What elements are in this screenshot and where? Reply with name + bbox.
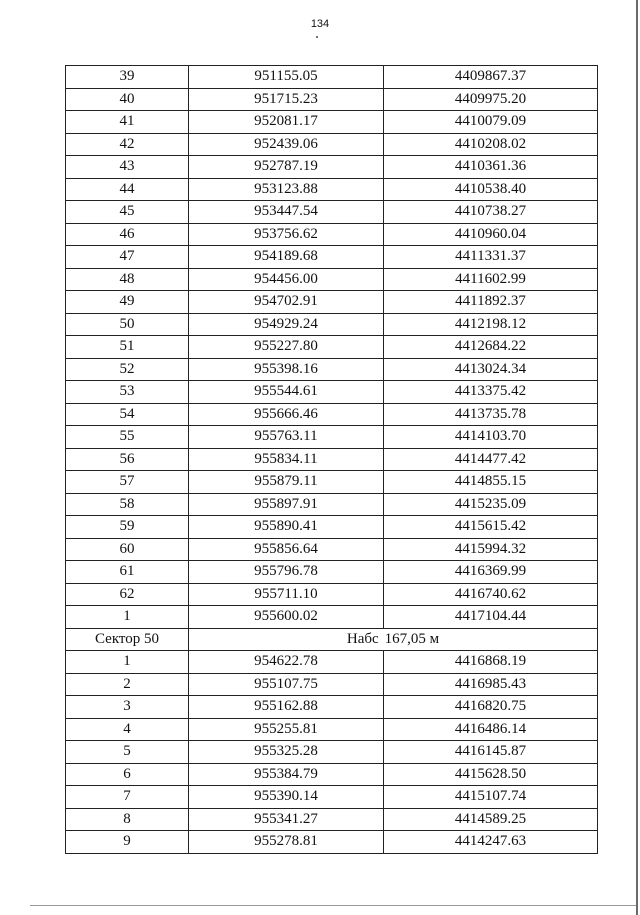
x-coordinate-cell: 955666.46 — [189, 403, 384, 426]
x-coordinate-cell: 955711.10 — [189, 583, 384, 606]
point-number-cell: 42 — [66, 133, 189, 156]
table-row — [66, 583, 598, 606]
table-row — [66, 178, 598, 201]
y-coordinate-cell: 4415628.50 — [384, 763, 598, 786]
table-row — [66, 808, 598, 831]
x-coordinate-cell: 955890.41 — [189, 516, 384, 539]
x-coordinate-cell: 955600.02 — [189, 606, 384, 629]
x-coordinate-cell: 954929.24 — [189, 313, 384, 336]
point-number-cell: 55 — [66, 426, 189, 449]
x-coordinate-cell: 955398.16 — [189, 358, 384, 381]
point-number-cell: 44 — [66, 178, 189, 201]
x-coordinate-cell: 955227.80 — [189, 336, 384, 359]
y-coordinate-cell: 4414589.25 — [384, 808, 598, 831]
table-row — [66, 381, 598, 404]
y-coordinate-cell: 4415235.09 — [384, 493, 598, 516]
point-number-cell: 52 — [66, 358, 189, 381]
y-coordinate-cell: 4410738.27 — [384, 201, 598, 224]
point-number-cell: 3 — [66, 696, 189, 719]
page-number: 134 — [310, 18, 330, 30]
y-coordinate-cell: 4410960.04 — [384, 223, 598, 246]
point-number-cell: 9 — [66, 831, 189, 854]
table-row — [66, 336, 598, 359]
x-coordinate-cell: 954189.68 — [189, 246, 384, 269]
sector-label: Сектор 50 — [66, 628, 189, 651]
x-coordinate-cell: 953756.62 — [189, 223, 384, 246]
table-row — [66, 696, 598, 719]
point-number-cell: 61 — [66, 561, 189, 584]
x-coordinate-cell: 954702.91 — [189, 291, 384, 314]
point-number-cell: 50 — [66, 313, 189, 336]
y-coordinate-cell: 4417104.44 — [384, 606, 598, 629]
table-row — [66, 786, 598, 809]
table-row — [66, 741, 598, 764]
point-number-cell: 1 — [66, 651, 189, 674]
x-coordinate-cell: 951715.23 — [189, 88, 384, 111]
x-coordinate-cell: 955763.11 — [189, 426, 384, 449]
y-coordinate-cell: 4416145.87 — [384, 741, 598, 764]
table-row — [66, 291, 598, 314]
point-number-cell: 41 — [66, 111, 189, 134]
y-coordinate-cell: 4412198.12 — [384, 313, 598, 336]
coordinates-table-body-part1 — [66, 66, 598, 629]
y-coordinate-cell: 4413024.34 — [384, 358, 598, 381]
y-coordinate-cell: 4412684.22 — [384, 336, 598, 359]
point-number-cell: 7 — [66, 786, 189, 809]
table-row — [66, 111, 598, 134]
x-coordinate-cell: 955879.11 — [189, 471, 384, 494]
x-coordinate-cell: 955325.28 — [189, 741, 384, 764]
y-coordinate-cell: 4416868.19 — [384, 651, 598, 674]
y-coordinate-cell: 4411331.37 — [384, 246, 598, 269]
scan-bottom-edge — [30, 905, 636, 906]
x-coordinate-cell: 955255.81 — [189, 718, 384, 741]
table-row — [66, 403, 598, 426]
y-coordinate-cell: 4416985.43 — [384, 673, 598, 696]
x-coordinate-cell: 953123.88 — [189, 178, 384, 201]
x-coordinate-cell: 955544.61 — [189, 381, 384, 404]
x-coordinate-cell: 955162.88 — [189, 696, 384, 719]
table-row — [66, 471, 598, 494]
coordinates-table-body-part2 — [66, 651, 598, 854]
y-coordinate-cell: 4409867.37 — [384, 66, 598, 89]
table-row — [66, 448, 598, 471]
sector-header-row — [66, 628, 598, 651]
point-number-cell: 57 — [66, 471, 189, 494]
table-row — [66, 223, 598, 246]
y-coordinate-cell: 4415994.32 — [384, 538, 598, 561]
point-number-cell: 62 — [66, 583, 189, 606]
x-coordinate-cell: 951155.05 — [189, 66, 384, 89]
table-row — [66, 493, 598, 516]
sector-height-cell — [189, 628, 598, 651]
y-coordinate-cell: 4410208.02 — [384, 133, 598, 156]
table-row — [66, 831, 598, 854]
point-number-cell: 58 — [66, 493, 189, 516]
x-coordinate-cell: 955856.64 — [189, 538, 384, 561]
x-coordinate-cell: 955341.27 — [189, 808, 384, 831]
point-number-cell: 49 — [66, 291, 189, 314]
y-coordinate-cell: 4415107.74 — [384, 786, 598, 809]
y-coordinate-cell: 4414103.70 — [384, 426, 598, 449]
point-number-cell: 39 — [66, 66, 189, 89]
sector-header-body — [66, 628, 598, 651]
y-coordinate-cell: 4416740.62 — [384, 583, 598, 606]
y-coordinate-cell: 4410361.36 — [384, 156, 598, 179]
table-row — [66, 561, 598, 584]
x-coordinate-cell: 954456.00 — [189, 268, 384, 291]
y-coordinate-cell: 4416369.99 — [384, 561, 598, 584]
table-row — [66, 673, 598, 696]
x-coordinate-cell: 955107.75 — [189, 673, 384, 696]
point-number-cell: 54 — [66, 403, 189, 426]
point-number-cell: 59 — [66, 516, 189, 539]
y-coordinate-cell: 4411892.37 — [384, 291, 598, 314]
x-coordinate-cell: 952081.17 — [189, 111, 384, 134]
point-number-cell: 5 — [66, 741, 189, 764]
y-coordinate-cell: 4410538.40 — [384, 178, 598, 201]
point-number-cell: 47 — [66, 246, 189, 269]
point-number-cell: 56 — [66, 448, 189, 471]
table-row — [66, 156, 598, 179]
point-number-cell: 6 — [66, 763, 189, 786]
y-coordinate-cell: 4416486.14 — [384, 718, 598, 741]
y-coordinate-cell: 4414247.63 — [384, 831, 598, 854]
point-number-cell: 46 — [66, 223, 189, 246]
point-number-cell: 60 — [66, 538, 189, 561]
x-coordinate-cell: 955384.79 — [189, 763, 384, 786]
y-coordinate-cell: 4411602.99 — [384, 268, 598, 291]
point-number-cell: 1 — [66, 606, 189, 629]
y-coordinate-cell: 4410079.09 — [384, 111, 598, 134]
table-row — [66, 763, 598, 786]
table-row — [66, 538, 598, 561]
table-row — [66, 516, 598, 539]
table-row — [66, 133, 598, 156]
x-coordinate-cell: 953447.54 — [189, 201, 384, 224]
table-row — [66, 88, 598, 111]
y-coordinate-cell: 4414855.15 — [384, 471, 598, 494]
sector-height-value: 167,05 м — [384, 630, 440, 647]
y-coordinate-cell: 4413735.78 — [384, 403, 598, 426]
sector-height-label: Набс — [346, 630, 379, 647]
coordinates-table — [65, 65, 598, 854]
table-row — [66, 201, 598, 224]
x-coordinate-cell: 954622.78 — [189, 651, 384, 674]
table-row — [66, 606, 598, 629]
point-number-cell: 48 — [66, 268, 189, 291]
point-number-cell: 53 — [66, 381, 189, 404]
table-row — [66, 66, 598, 89]
point-number-cell: 43 — [66, 156, 189, 179]
point-number-cell: 51 — [66, 336, 189, 359]
x-coordinate-cell: 955390.14 — [189, 786, 384, 809]
point-number-cell: 2 — [66, 673, 189, 696]
y-coordinate-cell: 4414477.42 — [384, 448, 598, 471]
scan-dot — [316, 36, 318, 38]
point-number-cell: 4 — [66, 718, 189, 741]
table-row — [66, 313, 598, 336]
y-coordinate-cell: 4413375.42 — [384, 381, 598, 404]
x-coordinate-cell: 955834.11 — [189, 448, 384, 471]
table-row — [66, 426, 598, 449]
x-coordinate-cell: 952787.19 — [189, 156, 384, 179]
x-coordinate-cell: 952439.06 — [189, 133, 384, 156]
x-coordinate-cell: 955897.91 — [189, 493, 384, 516]
table-row — [66, 268, 598, 291]
y-coordinate-cell: 4409975.20 — [384, 88, 598, 111]
x-coordinate-cell: 955278.81 — [189, 831, 384, 854]
table-row — [66, 358, 598, 381]
table-row — [66, 718, 598, 741]
point-number-cell: 8 — [66, 808, 189, 831]
table-row — [66, 246, 598, 269]
y-coordinate-cell: 4415615.42 — [384, 516, 598, 539]
point-number-cell: 40 — [66, 88, 189, 111]
y-coordinate-cell: 4416820.75 — [384, 696, 598, 719]
point-number-cell: 45 — [66, 201, 189, 224]
x-coordinate-cell: 955796.78 — [189, 561, 384, 584]
scan-right-edge — [636, 0, 638, 915]
table-row — [66, 651, 598, 674]
